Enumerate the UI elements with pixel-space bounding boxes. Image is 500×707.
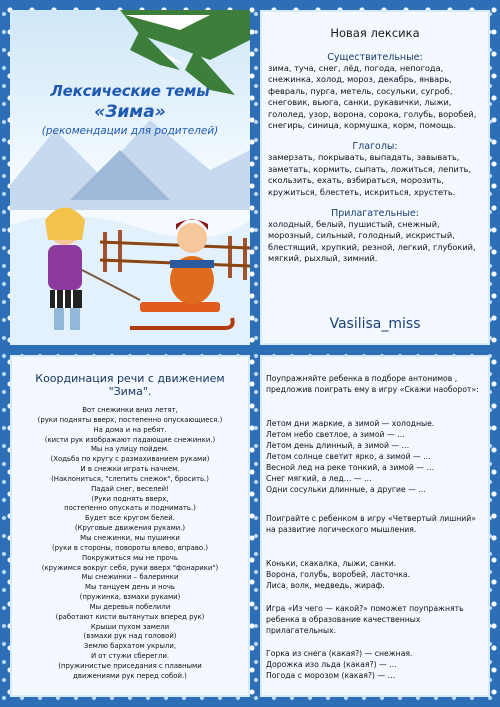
poem-line: На дома и на ребят. <box>93 425 167 434</box>
poem-line: И в снежки играть начнем. <box>80 465 180 474</box>
author-signature: Vasilisa_miss <box>329 316 421 332</box>
cover-panel <box>10 10 250 345</box>
antonym-line: Весной лед на реке тонкий, а зимой — … <box>266 463 435 472</box>
adjective-line: Дорожка изо льда (какая?) — … <box>266 660 397 669</box>
poem-line: Крыши пухом замели <box>90 622 170 631</box>
cover-subtitle: (рекомендации для родителей) <box>41 125 219 137</box>
poem-panel <box>10 355 250 697</box>
poem-line: (взмахи рук над головой) <box>83 632 177 641</box>
poem-line: (Ходьба по кругу с размахиванием руками) <box>50 455 210 464</box>
antonyms-intro: Поупражняйте ребенка в подборе антонимов , предложив поиграть ему в игру «Скажи наоборот»: <box>266 374 479 394</box>
antonym-line: Летом день длинный, а зимой — … <box>266 441 410 450</box>
poem-line: движениями рук перед собой.) <box>73 671 187 680</box>
vocabulary-panel <box>260 10 490 345</box>
poem-line: (работают кисти вытянутых вперед рук) <box>55 612 205 621</box>
poem-heading <box>10 372 250 398</box>
poem-line: (руки в стороны, повороты влево, вправо.) <box>51 543 209 552</box>
poem-line: Мы танцуем день и ночь <box>85 583 175 592</box>
fourth-odd-line: Ворона, голубь, воробей, ласточка. <box>266 570 411 579</box>
games-panel <box>260 355 490 697</box>
fourth-odd-intro: Поиграйте с ребенком в игру «Четвертый лишний» на развитие логического мышления. <box>266 514 476 534</box>
poem-line: Покружиться мы не прочь <box>82 553 178 562</box>
verbs-heading: Глаголы: <box>352 141 398 153</box>
fourth-odd-line: Лиса, волк, медведь, жираф. <box>266 581 385 590</box>
adjective-game-list <box>266 648 486 681</box>
antonym-line: Снег мягкий, а лед… — … <box>266 474 372 483</box>
poem-line: (Наклониться, "слепить снежок", бросить.) <box>51 474 209 483</box>
poem-line: Мы снежинки – балеринки <box>81 573 179 582</box>
poem-lines <box>16 406 244 682</box>
fourth-odd-line: Коньки, скакалка, лыжи, санки. <box>266 559 397 568</box>
verbs-text: замерзать, покрывать, выпадать, завывать, заметать, кормить, сыпать, ложиться, лепить, скользить, ехать, взбираться, морозить, кружиться, блестеть, искриться, хрустеть. <box>268 152 472 197</box>
antonym-line: Летом небо светлое, а зимой — … <box>266 430 405 439</box>
poem-line: постепенно опускать и поднимать.) <box>64 504 196 513</box>
poem-line: (руки подняты вверх, постепенно опускающиеся.) <box>37 415 223 424</box>
cover-title: Лексические темы <box>50 82 210 100</box>
poem-line: (Круговые движения руками.) <box>74 524 186 533</box>
adjective-game-intro: Игра «Из чего — какой?» поможет поупражнять ребенка в образование качественных прилагательных. <box>266 604 464 635</box>
poem-heading-line1: Координация речи с движением <box>35 372 225 385</box>
poem-line: Будет все кругом белей. <box>85 514 175 523</box>
adjective-line: Погода с морозом (какая?) — … <box>266 671 396 680</box>
vocabulary-heading: Новая лексика <box>330 26 420 40</box>
poem-line: Падай снег, веселей! <box>91 484 169 493</box>
poem-line: Мы снежинки, мы пушинки <box>80 533 180 542</box>
nouns-heading: Существительные: <box>327 52 423 63</box>
poem-line: Вот снежинки вниз летят, <box>82 406 178 414</box>
poem-line: Мы на улицу пойдем. <box>90 445 169 454</box>
nouns-text: зима, туча, снег, лёд, погода, непогода, снежинка, холод, мороз, декабрь, январь, февраль, пурга, метель, сосульки, сугроб, снеговик, вьюга, санки, рукавички, лыжи, гололед, узор, ворона, сорока, голубь, воробей, снегирь, синица, кормушка, корм, помощь. <box>268 63 477 131</box>
adjective-line: Горка из снега (какая?) — снежная. <box>266 649 413 658</box>
antonym-line: Летом солнце светит ярко, а зимой — … <box>266 452 431 461</box>
poem-line: (кисти рук изображают падающие снежинки.) <box>44 435 216 444</box>
adjectives-text: холодный, белый, пушистый, снежный, морозный, сильный, голодный, искристый, блестящий, хрупкий, резной, легкий, глубокий, мягкий, рыхлый, зимний. <box>268 219 476 264</box>
fourth-odd-list <box>266 558 486 591</box>
winter-illustration <box>10 10 250 345</box>
poem-heading-line2: "Зима". <box>108 385 152 398</box>
poem-line: (пружинистые приседания с плавными <box>58 661 202 670</box>
antonym-line: Одни сосульки длинные, а другие — … <box>266 485 426 494</box>
cover-topic: «Зима» <box>94 102 166 122</box>
poem-line: И от стужи сберегли. <box>90 652 170 661</box>
poem-line: (кружимся вокруг себя, руки вверх "фонарики") <box>41 563 219 572</box>
poem-line: Мы деревья побелили <box>89 602 171 611</box>
antonym-line: Летом дни жаркие, а зимой — холодные. <box>266 419 435 428</box>
adjectives-heading: Прилагательные: <box>331 208 419 220</box>
poem-line: (пружинка, взмахи руками) <box>79 593 181 602</box>
poem-line: (Руки поднять вверх, <box>91 494 169 503</box>
antonyms-list <box>266 418 486 495</box>
poem-line: Землю бархатом укрыли, <box>83 642 177 651</box>
